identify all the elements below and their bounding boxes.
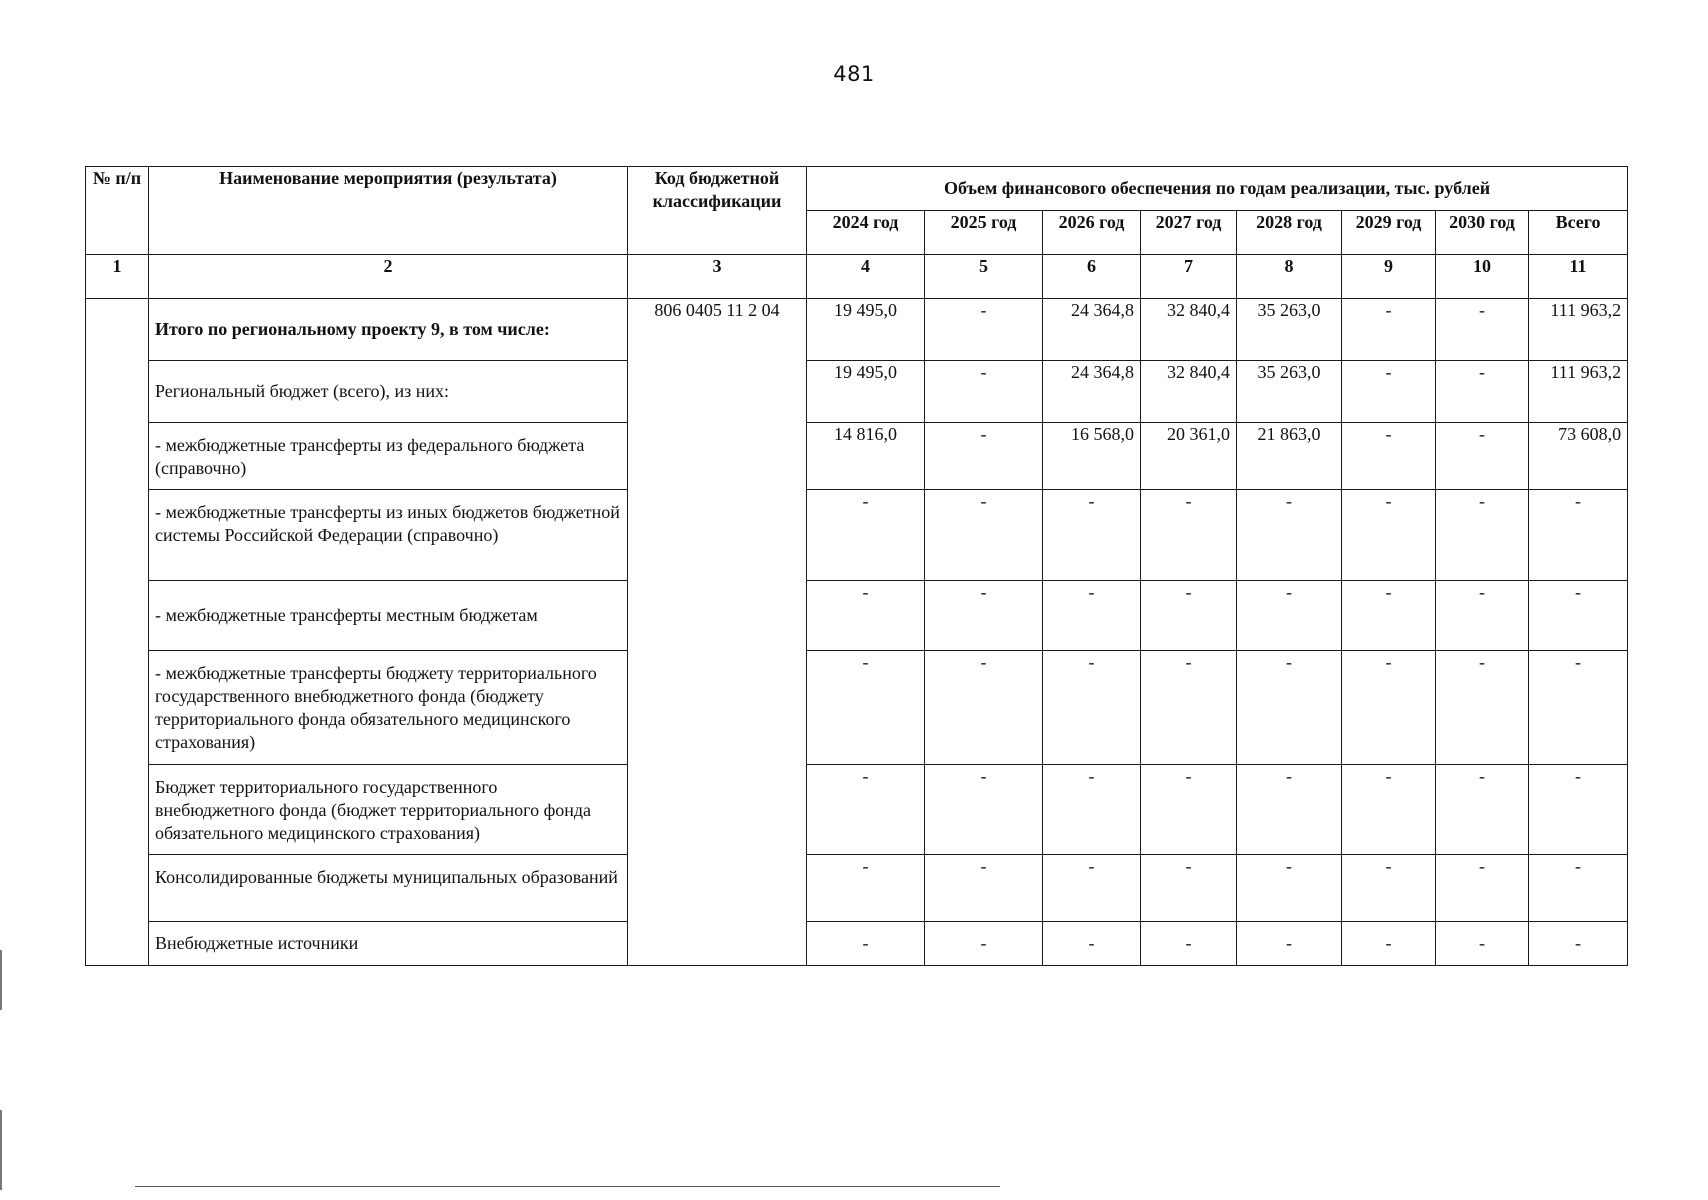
value-cell: 24 364,8 bbox=[1043, 361, 1141, 423]
value-cell: - bbox=[925, 855, 1043, 922]
header-year: 2025 год bbox=[925, 211, 1043, 255]
column-number: 10 bbox=[1436, 255, 1529, 299]
column-number: 7 bbox=[1141, 255, 1237, 299]
value-cell: - bbox=[1237, 855, 1342, 922]
value-cell: - bbox=[1237, 651, 1342, 765]
value-cell: 35 263,0 bbox=[1237, 299, 1342, 361]
column-number: 5 bbox=[925, 255, 1043, 299]
value-cell: - bbox=[1529, 490, 1628, 581]
value-cell: 32 840,4 bbox=[1141, 361, 1237, 423]
value-cell: 21 863,0 bbox=[1237, 423, 1342, 490]
value-cell: - bbox=[1043, 490, 1141, 581]
column-number: 11 bbox=[1529, 255, 1628, 299]
value-cell: 111 963,2 bbox=[1529, 299, 1628, 361]
value-cell: - bbox=[1436, 423, 1529, 490]
column-number: 4 bbox=[807, 255, 925, 299]
value-cell: - bbox=[807, 855, 925, 922]
value-cell: - bbox=[1237, 922, 1342, 966]
value-cell: - bbox=[1342, 765, 1436, 855]
value-cell: 24 364,8 bbox=[1043, 299, 1141, 361]
column-number: 9 bbox=[1342, 255, 1436, 299]
header-year: 2029 год bbox=[1342, 211, 1436, 255]
table-row bbox=[86, 765, 1628, 855]
page-number: 481 bbox=[833, 62, 875, 86]
value-cell: - bbox=[1043, 855, 1141, 922]
value-cell: - bbox=[807, 581, 925, 651]
value-cell: - bbox=[1436, 490, 1529, 581]
value-cell: 20 361,0 bbox=[1141, 423, 1237, 490]
footer-divider bbox=[135, 1186, 1000, 1187]
value-cell: - bbox=[1342, 651, 1436, 765]
value-cell: 32 840,4 bbox=[1141, 299, 1237, 361]
table-row bbox=[86, 423, 1628, 490]
value-cell: - bbox=[1342, 581, 1436, 651]
header-name: Наименование мероприятия (результата) bbox=[149, 167, 628, 255]
row-name: Консолидированные бюджеты муниципальных образований bbox=[149, 855, 628, 922]
column-number: 3 bbox=[628, 255, 807, 299]
header-code: Код бюджетной классификации bbox=[628, 167, 807, 255]
value-cell: - bbox=[1043, 581, 1141, 651]
value-cell: 19 495,0 bbox=[807, 299, 925, 361]
value-cell: - bbox=[807, 765, 925, 855]
header-volume: Объем финансового обеспечения по годам реализации, тыс. рублей bbox=[807, 167, 1628, 211]
value-cell: - bbox=[1043, 765, 1141, 855]
value-cell: - bbox=[925, 922, 1043, 966]
row-name: Бюджет территориального государственного внебюджетного фонда (бюджет территориального фонда обязательного медицинского страхования) bbox=[149, 765, 628, 855]
column-number: 6 bbox=[1043, 255, 1141, 299]
header-year: 2026 год bbox=[1043, 211, 1141, 255]
row-name: Региональный бюджет (всего), из них: bbox=[149, 361, 628, 423]
value-cell: - bbox=[1141, 651, 1237, 765]
value-cell: - bbox=[925, 581, 1043, 651]
value-cell: - bbox=[1436, 855, 1529, 922]
value-cell: - bbox=[1436, 765, 1529, 855]
header-year: 2030 год bbox=[1436, 211, 1529, 255]
table-row bbox=[86, 855, 1628, 922]
value-cell: - bbox=[925, 765, 1043, 855]
header-year: 2028 год bbox=[1237, 211, 1342, 255]
value-cell: - bbox=[1141, 765, 1237, 855]
row-name: Итого по региональному проекту 9, в том числе: bbox=[149, 299, 628, 361]
header-row-1 bbox=[86, 167, 1628, 211]
num-cell-empty bbox=[86, 299, 149, 966]
value-cell: - bbox=[1342, 490, 1436, 581]
value-cell: - bbox=[1436, 651, 1529, 765]
row-name: - межбюджетные трансферты бюджету территориального государственного внебюджетного фонда (бюджету территориального фонда обязательного медицинского страхования) bbox=[149, 651, 628, 765]
value-cell: - bbox=[1342, 299, 1436, 361]
value-cell: - bbox=[1436, 581, 1529, 651]
row-name: Внебюджетные источники bbox=[149, 922, 628, 966]
value-cell: - bbox=[1436, 922, 1529, 966]
table-row bbox=[86, 651, 1628, 765]
column-number: 8 bbox=[1237, 255, 1342, 299]
value-cell: - bbox=[1141, 922, 1237, 966]
column-number: 1 bbox=[86, 255, 149, 299]
budget-code: 806 0405 11 2 04 bbox=[628, 299, 807, 966]
table-row bbox=[86, 581, 1628, 651]
header-num: № п/п bbox=[86, 167, 149, 255]
value-cell: - bbox=[1529, 855, 1628, 922]
value-cell: - bbox=[807, 651, 925, 765]
value-cell: - bbox=[1043, 922, 1141, 966]
value-cell: - bbox=[807, 490, 925, 581]
scan-edge-mark bbox=[0, 950, 2, 1010]
table-row bbox=[86, 922, 1628, 966]
value-cell: 35 263,0 bbox=[1237, 361, 1342, 423]
value-cell: - bbox=[1342, 855, 1436, 922]
financing-table bbox=[85, 166, 1628, 966]
value-cell: - bbox=[1342, 922, 1436, 966]
value-cell: 73 608,0 bbox=[1529, 423, 1628, 490]
header-total: Всего bbox=[1529, 211, 1628, 255]
value-cell: 16 568,0 bbox=[1043, 423, 1141, 490]
header-year: 2027 год bbox=[1141, 211, 1237, 255]
table-row bbox=[86, 490, 1628, 581]
value-cell: - bbox=[1141, 581, 1237, 651]
value-cell: - bbox=[1529, 765, 1628, 855]
value-cell: - bbox=[1141, 490, 1237, 581]
value-cell: - bbox=[1043, 651, 1141, 765]
row-name: - межбюджетные трансферты местным бюджетам bbox=[149, 581, 628, 651]
value-cell: - bbox=[925, 361, 1043, 423]
row-name: - межбюджетные трансферты из федерального бюджета (справочно) bbox=[149, 423, 628, 490]
value-cell: - bbox=[1436, 361, 1529, 423]
value-cell: - bbox=[925, 651, 1043, 765]
column-number: 2 bbox=[149, 255, 628, 299]
header-year: 2024 год bbox=[807, 211, 925, 255]
value-cell: - bbox=[1237, 581, 1342, 651]
value-cell: - bbox=[807, 922, 925, 966]
value-cell: - bbox=[1237, 765, 1342, 855]
value-cell: - bbox=[1529, 581, 1628, 651]
value-cell: - bbox=[1141, 855, 1237, 922]
value-cell: 19 495,0 bbox=[807, 361, 925, 423]
table-row bbox=[86, 361, 1628, 423]
value-cell: - bbox=[1342, 423, 1436, 490]
value-cell: - bbox=[925, 423, 1043, 490]
value-cell: - bbox=[1342, 361, 1436, 423]
value-cell: - bbox=[1237, 490, 1342, 581]
value-cell: - bbox=[1436, 299, 1529, 361]
value-cell: - bbox=[925, 490, 1043, 581]
column-number-row bbox=[86, 255, 1628, 299]
value-cell: 14 816,0 bbox=[807, 423, 925, 490]
scan-edge-mark bbox=[0, 1110, 2, 1190]
table-row bbox=[86, 299, 1628, 361]
value-cell: - bbox=[1529, 922, 1628, 966]
value-cell: - bbox=[1529, 651, 1628, 765]
value-cell: 111 963,2 bbox=[1529, 361, 1628, 423]
row-name: - межбюджетные трансферты из иных бюджетов бюджетной системы Российской Федерации (справочно) bbox=[149, 490, 628, 581]
value-cell: - bbox=[925, 299, 1043, 361]
